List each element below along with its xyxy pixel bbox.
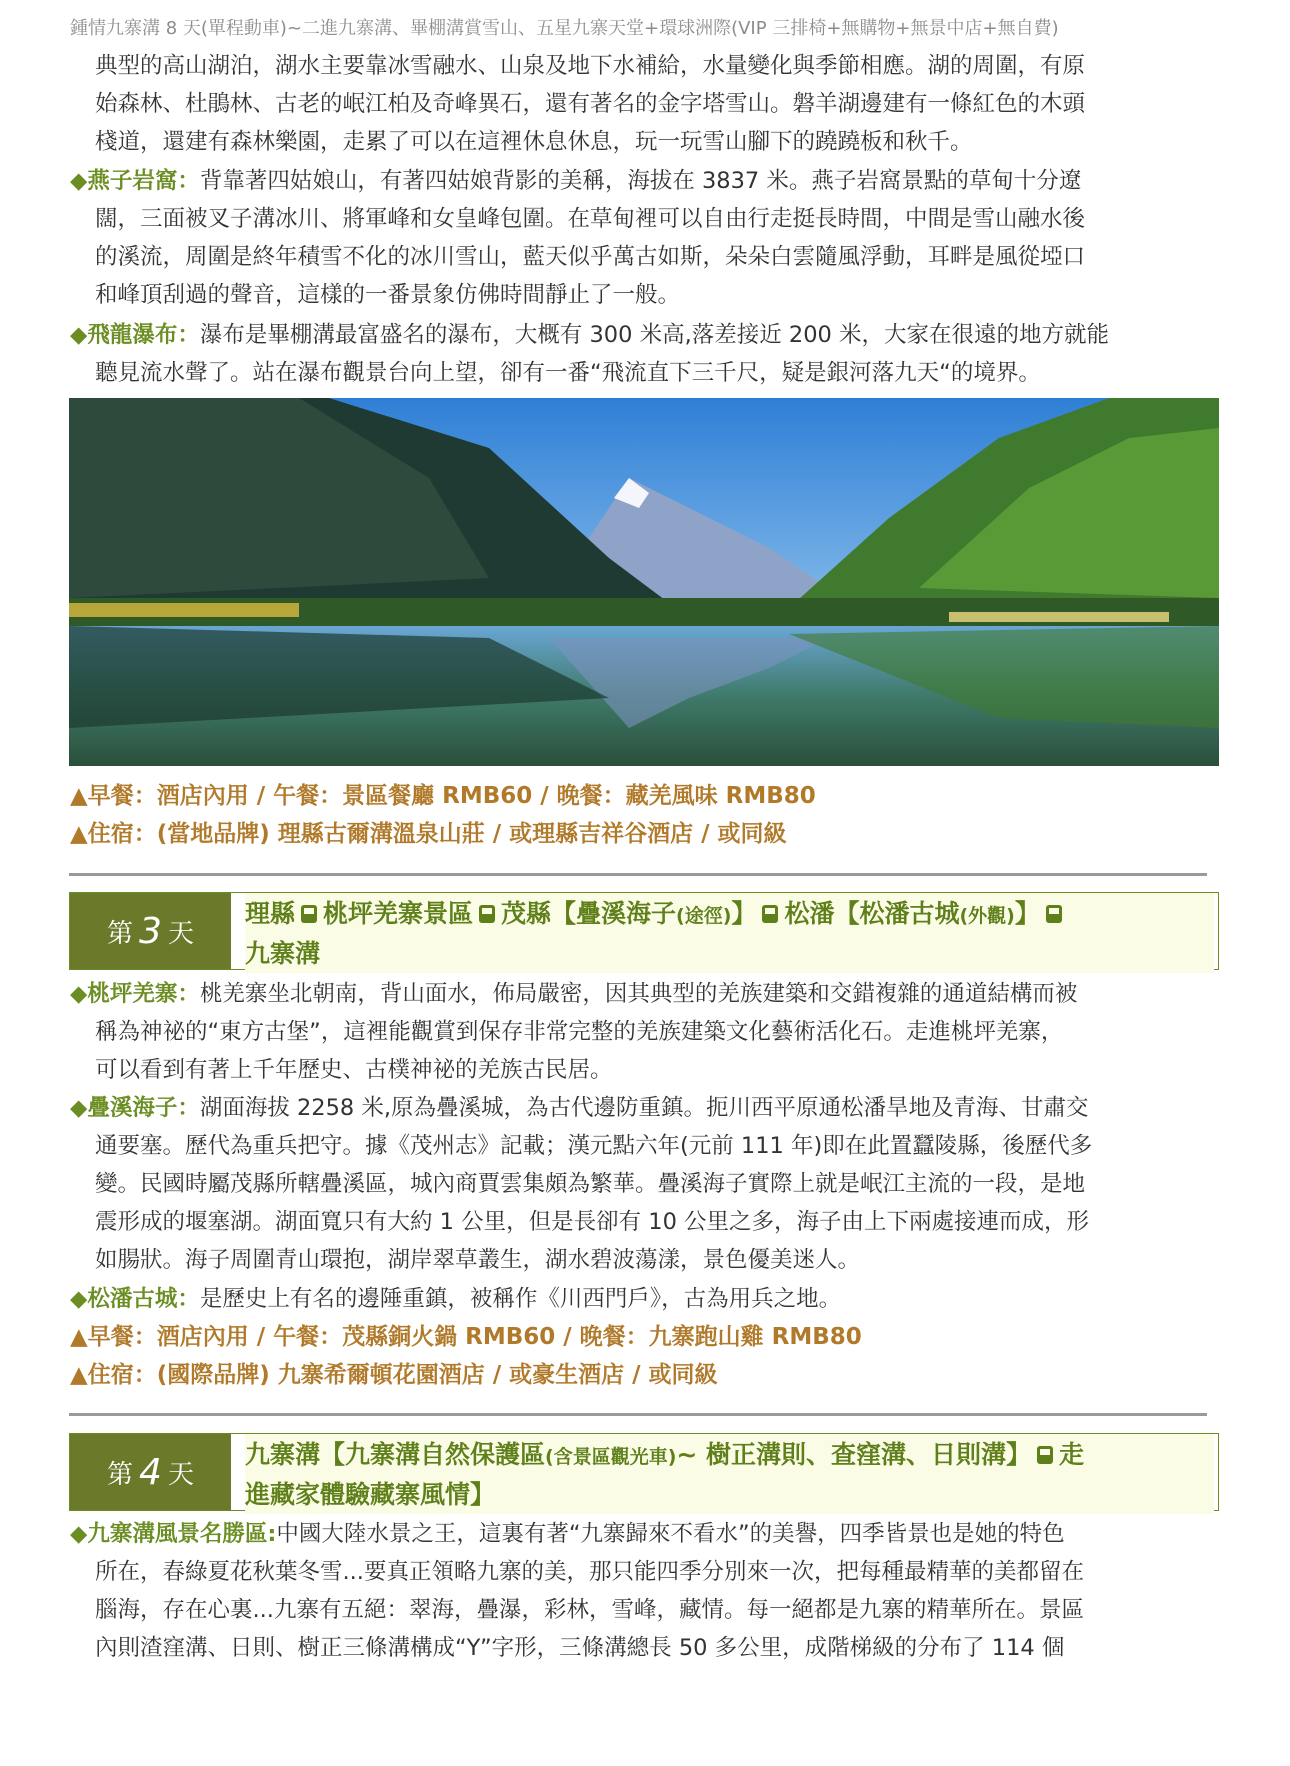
route-stop: 進藏家體驗藏寨風情】 (245, 1480, 496, 1509)
bus-icon (479, 905, 495, 923)
spot-description: 稱為神祕的“東方古堡”，這裡能觀賞到保存非常完整的羌族建築文化藝術活化石。走進桃坪羌寨， (95, 1019, 1064, 1045)
spot-description: 和峰頂刮過的聲音，這樣的一番景象仿佛時間靜止了一般。 (95, 282, 681, 308)
spot-name: 松潘古城： (87, 1286, 200, 1312)
day3-route (245, 893, 1214, 973)
bus-icon (762, 905, 778, 923)
spot-description: 瀑布是畢棚溝最富盛名的瀑布，大概有 300 米高,落差接近 200 米，大家在很遠的地方就能 (199, 322, 1109, 348)
route-stop: 松潘【松潘古城 (784, 899, 960, 928)
lodging-text: ▲住宿：(當地品牌) 理縣古爾溝溫泉山莊 / 或理縣吉祥谷酒店 / 或同級 (70, 821, 787, 847)
route-stop: 九寨溝 (245, 939, 321, 968)
intro-line: 始森林、杜鵑林、古老的岷江柏及奇峰異石，還有著名的金字塔雪山。磐羊湖邊建有一條紅色的木頭 (95, 91, 1086, 117)
spot-description: 變。民國時屬茂縣所轄疊溪區，城內商賈雲集頗為繁華。疊溪海子實際上就是岷江主流的一段，是地 (95, 1171, 1086, 1197)
spot-description: 通要塞。歷代為重兵把守。據《茂州志》記載；漢元點六年(元前 111 年)即在此置蠶陵縣，後歷代多 (95, 1133, 1093, 1159)
diamond-bullet-icon: ◆ (70, 1095, 88, 1121)
lodging-text: ▲住宿：(國際品牌) 九寨希爾頓花園酒店 / 或豪生酒店 / 或同級 (70, 1362, 718, 1388)
spot-description: 是歷史上有名的邊陲重鎮，被稱作《川西門戶》，古為用兵之地。 (199, 1286, 842, 1312)
day3-meals-lodging (70, 1318, 1220, 1394)
route-stop: 桃坪羌寨景區 (323, 899, 474, 928)
day-prefix: 第 (107, 918, 134, 949)
spot-description: 震形成的堰塞湖。湖面寬只有大約 1 公里，但是長卻有 10 公里之多，海子由上下兩處接連而成，形 (95, 1209, 1090, 1235)
spot-name: 桃坪羌寨： (87, 981, 200, 1007)
spot-name: 飛龍瀑布： (87, 322, 200, 348)
intro-paragraph (70, 47, 1220, 161)
lake-landscape-illustration (69, 398, 1219, 766)
spot-description: 聽見流水聲了。站在瀑布觀景台向上望，卻有一番“飛流直下三千尺，疑是銀河落九天“的境界。 (95, 360, 1041, 386)
spot-description: 腦海，存在心裏...九寨有五絕：翠海，疊瀑，彩林，雪峰，藏情。每一絕都是九寨的精華所在。景區 (95, 1597, 1084, 1623)
route-stop: 茂縣【疊溪海子 (501, 899, 677, 928)
bus-icon (301, 905, 317, 923)
day3-badge (70, 893, 231, 969)
diexi-section (70, 1089, 1220, 1279)
spot-description: 內則渣窪溝、日則、樹正三條溝構成“Y”字形，三條溝總長 50 多公里，成階梯級的分布了 114 個 (95, 1635, 1065, 1661)
day3-header (69, 892, 1219, 970)
day-number: 4 (139, 1451, 162, 1493)
route-stop: 走 (1059, 1440, 1085, 1469)
diamond-bullet-icon: ◆ (70, 322, 88, 348)
spot-description: 中國大陸水景之王，這裏有著“九寨歸來不看水”的美譽，四季皆景也是她的特色 (276, 1521, 1065, 1547)
spot-description: 可以看到有著上千年歷史、古樸神祕的羌族古民居。 (95, 1057, 613, 1083)
route-stop: ~ 樹正溝則、查窪溝、日則溝】 (676, 1440, 1032, 1469)
taoping-section (70, 975, 1220, 1089)
day4-route (245, 1434, 1214, 1514)
route-note: (途徑) (676, 905, 732, 927)
jiuzhai-section (70, 1515, 1220, 1667)
diamond-bullet-icon: ◆ (70, 1521, 88, 1547)
day2-meals-lodging (70, 777, 1220, 853)
intro-line: 棧道，還建有森林樂園，走累了可以在這裡休息休息，玩一玩雪山腳下的蹺蹺板和秋千。 (95, 129, 973, 155)
meals-text: ▲早餐：酒店內用 / 午餐：茂縣銅火鍋 RMB60 / 晚餐：九寨跑山雞 RMB80 (70, 1324, 862, 1350)
spot-description: 桃羌寨坐北朝南，背山面水，佈局嚴密，因其典型的羌族建築和交錯複雜的通道結構而被 (199, 981, 1078, 1007)
page-header: 鍾情九寨溝 8 天(單程動車)~二進九寨溝、畢棚溝賞雪山、五星九寨天堂+環球洲際(VIP 三排椅+無購物+無景中店+無自費) (70, 18, 1059, 39)
spot-name: 九寨溝風景名勝區: (87, 1521, 277, 1547)
day4-badge (70, 1434, 231, 1510)
day-suffix: 天 (167, 918, 194, 949)
spot-description: 所在，春綠夏花秋葉冬雪...要真正領略九寨的美，那只能四季分別來一次，把每種最精華的美都留在 (95, 1559, 1084, 1585)
spot-name: 疊溪海子： (87, 1095, 200, 1121)
waterfall-section (70, 316, 1220, 392)
section-divider (69, 873, 1207, 876)
spot-description: 背靠著四姑娘山，有著四姑娘背影的美稱，海拔在 3837 米。燕子岩窩景點的草甸十分遼 (199, 168, 1082, 194)
section-divider (69, 1413, 1207, 1416)
spot-name: 燕子岩窩： (87, 168, 200, 194)
day-suffix: 天 (167, 1459, 194, 1490)
route-bracket: 】 (731, 899, 757, 928)
bus-icon (1046, 905, 1062, 923)
spot-description: 如腸狀。海子周圍青山環抱，湖岸翠草叢生，湖水碧波蕩漾，景色優美迷人。 (95, 1247, 861, 1273)
spot-description: 的溪流，周圍是終年積雪不化的冰川雪山，藍天似乎萬古如斯，朵朵白雲隨風浮動，耳畔是風從埡口 (95, 244, 1086, 270)
route-stop: 理縣 (245, 899, 296, 928)
route-note: (外觀) (959, 905, 1015, 927)
spot-description: 湖面海拔 2258 米,原為疊溪城，為古代邊防重鎮。扼川西平原通松潘旱地及青海、甘肅交 (199, 1095, 1089, 1121)
route-note: (含景區觀光車) (545, 1446, 677, 1468)
day-prefix: 第 (107, 1459, 134, 1490)
day4-header (69, 1433, 1219, 1511)
spot-description: 闊，三面被叉子溝冰川、將軍峰和女皇峰包圍。在草甸裡可以自由行走挺長時間，中間是雪山融水後 (95, 206, 1086, 232)
route-bracket: 】 (1014, 899, 1040, 928)
songpan-section (70, 1280, 1220, 1318)
bus-icon (1037, 1446, 1053, 1464)
meals-text: ▲早餐：酒店內用 / 午餐：景區餐廳 RMB60 / 晚餐：藏羌風味 RMB80 (70, 783, 816, 809)
lake-mountain-photo (69, 398, 1219, 766)
diamond-bullet-icon: ◆ (70, 1286, 88, 1312)
route-stop: 九寨溝【九寨溝自然保護區 (245, 1440, 546, 1469)
swallow-rock-section (70, 162, 1220, 314)
diamond-bullet-icon: ◆ (70, 168, 88, 194)
intro-line: 典型的高山湖泊，湖水主要靠冰雪融水、山泉及地下水補給，水量變化與季節相應。湖的周圍，有原 (95, 53, 1086, 79)
day-number: 3 (139, 910, 162, 952)
diamond-bullet-icon: ◆ (70, 981, 88, 1007)
